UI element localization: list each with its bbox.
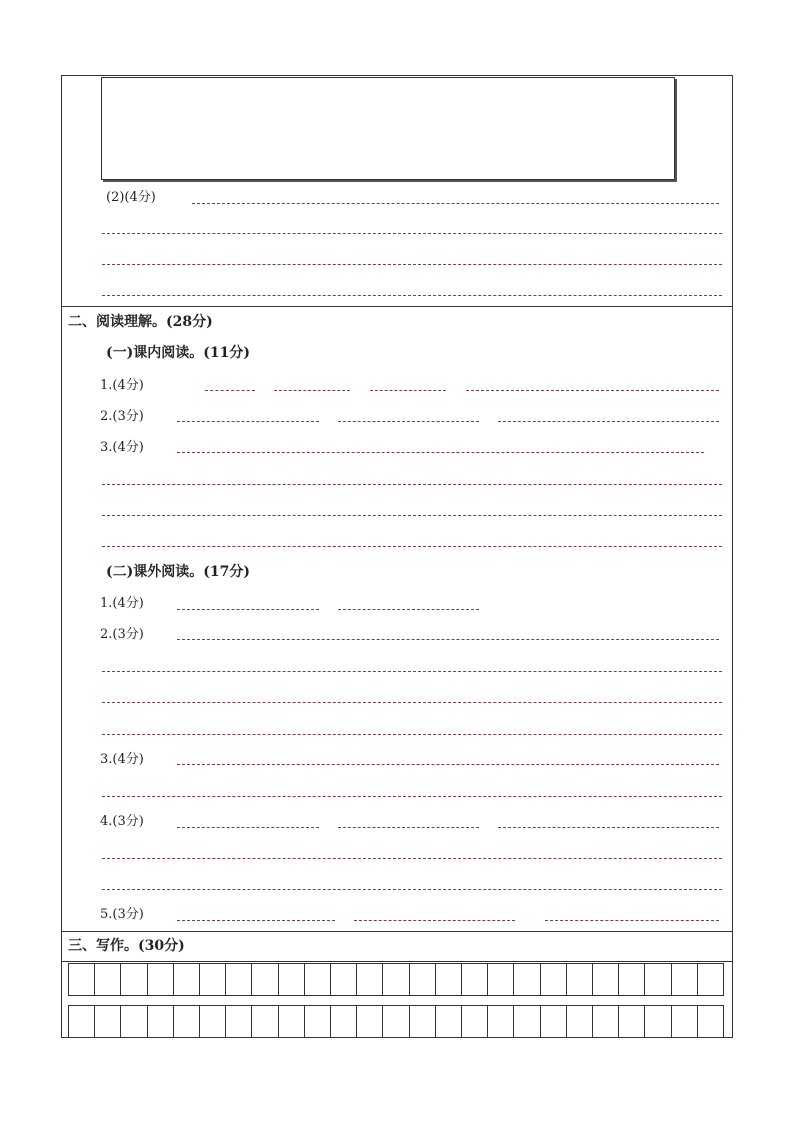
sub2-q3-label: 3.(4分)	[100, 752, 144, 767]
writing-grid-cell[interactable]	[357, 964, 383, 995]
writing-grid-cell[interactable]	[252, 1006, 278, 1037]
answer-line[interactable]	[177, 609, 319, 610]
answer-line[interactable]	[177, 639, 719, 640]
writing-grid-cell[interactable]	[619, 1006, 645, 1037]
answer-line[interactable]	[177, 421, 319, 422]
writing-grid-cell[interactable]	[645, 1006, 671, 1037]
sub1-q3-label: 3.(4分)	[100, 440, 144, 455]
answer-line[interactable]	[102, 295, 722, 296]
answer-line[interactable]	[192, 203, 719, 204]
answer-line[interactable]	[177, 920, 335, 921]
writing-grid-cell[interactable]	[174, 1006, 200, 1037]
writing-grid-cell[interactable]	[148, 1006, 174, 1037]
writing-grid-cell[interactable]	[331, 1006, 357, 1037]
writing-grid-cell[interactable]	[672, 964, 698, 995]
writing-grid-cell[interactable]	[279, 964, 305, 995]
sub2-q1-label: 1.(4分)	[100, 596, 144, 611]
answer-line[interactable]	[177, 764, 719, 765]
section3-heading: 三、写作。(30分)	[68, 938, 185, 954]
writing-grid-cell[interactable]	[645, 964, 671, 995]
answer-line[interactable]	[102, 796, 722, 797]
answer-line[interactable]	[545, 920, 719, 921]
writing-grid-cell[interactable]	[279, 1006, 305, 1037]
answer-box[interactable]	[101, 77, 675, 180]
writing-grid-cell[interactable]	[488, 1006, 514, 1037]
answer-line[interactable]	[102, 484, 722, 485]
writing-grid-cell[interactable]	[567, 964, 593, 995]
answer-line[interactable]	[102, 515, 722, 516]
writing-grid-row[interactable]	[68, 1005, 724, 1038]
writing-grid-cell[interactable]	[593, 1006, 619, 1037]
answer-line[interactable]	[102, 264, 722, 265]
answer-line[interactable]	[102, 702, 722, 703]
writing-grid-cell[interactable]	[226, 964, 252, 995]
writing-grid-cell[interactable]	[200, 1006, 226, 1037]
writing-grid-cell[interactable]	[462, 964, 488, 995]
writing-grid-cell[interactable]	[200, 964, 226, 995]
sub1-heading: (一)课内阅读。(11分)	[106, 345, 250, 361]
answer-line[interactable]	[102, 734, 722, 735]
answer-line[interactable]	[102, 233, 722, 234]
answer-line[interactable]	[102, 889, 722, 890]
writing-grid-cell[interactable]	[252, 964, 278, 995]
section2-heading: 二、阅读理解。(28分)	[68, 314, 213, 330]
answer-line[interactable]	[498, 421, 719, 422]
writing-grid-cell[interactable]	[357, 1006, 383, 1037]
writing-grid-cell[interactable]	[383, 964, 409, 995]
writing-grid-cell[interactable]	[436, 964, 462, 995]
answer-line[interactable]	[102, 671, 722, 672]
writing-grid-cell[interactable]	[121, 1006, 147, 1037]
writing-grid-cell[interactable]	[436, 1006, 462, 1037]
writing-grid-cell[interactable]	[410, 964, 436, 995]
writing-grid-cell[interactable]	[174, 964, 200, 995]
answer-line[interactable]	[354, 920, 515, 921]
sub2-q2-label: 2.(3分)	[100, 627, 144, 642]
writing-grid-cell[interactable]	[226, 1006, 252, 1037]
writing-grid-cell[interactable]	[69, 964, 95, 995]
writing-grid-cell[interactable]	[514, 1006, 540, 1037]
sub1-q1-label: 1.(4分)	[100, 378, 144, 393]
answer-line[interactable]	[177, 827, 319, 828]
answer-line[interactable]	[466, 390, 719, 391]
writing-grid-cell[interactable]	[488, 964, 514, 995]
writing-grid-cell[interactable]	[541, 1006, 567, 1037]
answer-line[interactable]	[370, 390, 446, 391]
writing-grid-cell[interactable]	[95, 1006, 121, 1037]
section-divider	[62, 961, 732, 962]
writing-grid-cell[interactable]	[69, 1006, 95, 1037]
sub1-q2-label: 2.(3分)	[100, 409, 144, 424]
writing-grid-row[interactable]	[68, 963, 724, 996]
sub2-heading: (二)课外阅读。(17分)	[106, 564, 250, 580]
writing-grid-cell[interactable]	[593, 964, 619, 995]
writing-grid-cell[interactable]	[121, 964, 147, 995]
answer-line[interactable]	[498, 827, 719, 828]
writing-grid-cell[interactable]	[619, 964, 645, 995]
writing-grid-cell[interactable]	[331, 964, 357, 995]
part1-q2-label: (2)(4分)	[106, 190, 156, 205]
writing-grid-cell[interactable]	[95, 964, 121, 995]
answer-line[interactable]	[338, 421, 479, 422]
writing-grid-cell[interactable]	[305, 1006, 331, 1037]
writing-grid-cell[interactable]	[698, 1006, 724, 1037]
sub2-q4-label: 4.(3分)	[100, 814, 144, 829]
writing-grid-cell[interactable]	[567, 1006, 593, 1037]
writing-grid-cell[interactable]	[410, 1006, 436, 1037]
answer-line[interactable]	[102, 858, 722, 859]
answer-line[interactable]	[102, 546, 722, 547]
section-divider	[62, 931, 732, 932]
writing-grid-cell[interactable]	[462, 1006, 488, 1037]
writing-grid-cell[interactable]	[305, 964, 331, 995]
writing-grid-cell[interactable]	[698, 964, 724, 995]
section-divider	[62, 306, 732, 307]
answer-line[interactable]	[274, 390, 350, 391]
writing-grid-cell[interactable]	[148, 964, 174, 995]
answer-sheet	[61, 75, 733, 1038]
writing-grid-cell[interactable]	[383, 1006, 409, 1037]
answer-line[interactable]	[205, 390, 255, 391]
sub2-q5-label: 5.(3分)	[100, 907, 144, 922]
writing-grid-cell[interactable]	[541, 964, 567, 995]
writing-grid-cell[interactable]	[672, 1006, 698, 1037]
answer-line[interactable]	[338, 827, 479, 828]
writing-grid-cell[interactable]	[514, 964, 540, 995]
answer-line[interactable]	[177, 452, 704, 453]
answer-line[interactable]	[338, 609, 479, 610]
